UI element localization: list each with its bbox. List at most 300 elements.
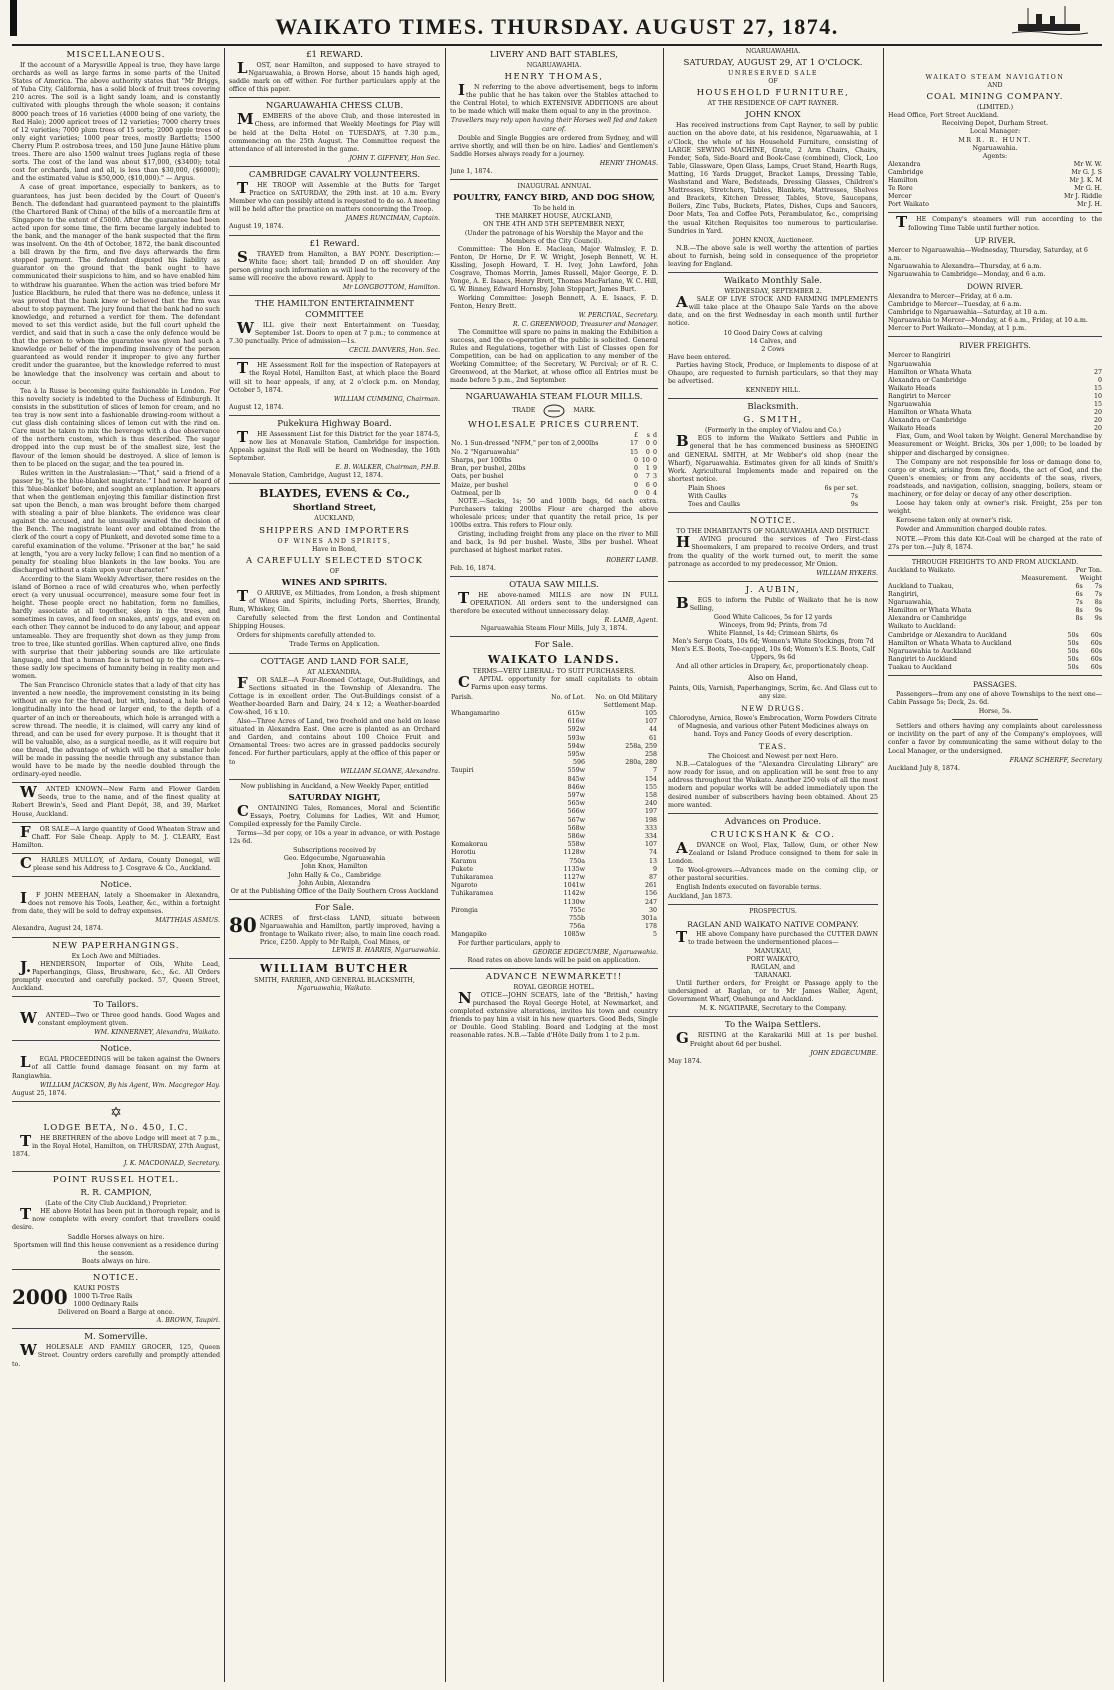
freight-rates (1076, 607, 1103, 615)
poultry-line: THE MARKET HOUSE, AUCKLAND, (495, 213, 613, 221)
waipa-heading: To the Waipa Settlers. (724, 1020, 822, 1031)
poultry-line: To be held in (533, 205, 575, 213)
price-l: 0 (633, 481, 638, 489)
col-shillings: s (646, 432, 650, 440)
divider (12, 822, 220, 823)
reward2-heading: £1 Reward. (309, 238, 360, 249)
passages-body: Settlers and others having any complaints about carelessness or incivility on the part of any of the Company's employees, will confer a favor by communicating the same without delay to the Local Manager, or the undersigned. (888, 723, 1102, 755)
table-row (450, 841, 658, 849)
lands-parish: Ngaroto (451, 882, 478, 890)
rate-measure: 6s (1075, 591, 1083, 599)
blacksmith-sub: (Formerly in the employ of Vialou and Co.) (704, 427, 842, 435)
freight-route: Hamilton or Whata Whata (888, 607, 972, 615)
sawmill-heading: OTAUA SAW MILLS. (509, 579, 599, 590)
table-row (450, 890, 658, 898)
blaydes-body: Orders for shipments carefully attended to. (237, 632, 376, 640)
rate-measure: 50s (1067, 631, 1079, 639)
waipa-signature: JOHN EDGECUMBE. (810, 1049, 878, 1057)
price-s: 0 (645, 448, 650, 456)
lands-lot: 1127w (563, 873, 585, 881)
russel-line: Saddle Horses always on hire. (67, 1233, 165, 1241)
agent-name: Mr G. H. (1074, 185, 1102, 193)
table-row (450, 858, 658, 866)
monthly-sale-heading: Waikato Monthly Sale. (723, 276, 823, 287)
company-and: AND (987, 82, 1003, 90)
lands-lot: 1135w (563, 865, 585, 873)
divider (12, 996, 220, 997)
notice-signature: MATTHIAS ASMUS. (155, 917, 220, 925)
auction-of: OF (768, 78, 778, 86)
notice2-signature: WILLIAM JACKSON, By his Agent, Wm. Macgregor Hay. (39, 1081, 220, 1089)
russel-name: R. R. CAMPION, (80, 1188, 152, 1199)
list-item: Alexandra to Mercer—Friday, at 6 a.m. (888, 292, 1013, 300)
lands-parish: Horotiu (451, 849, 476, 857)
price-d: 3 (652, 473, 657, 481)
divider (668, 398, 878, 399)
down-river-heading: DOWN RIVER. (966, 281, 1024, 291)
company-depot: Receiving Depot, Durham Street. (941, 120, 1049, 128)
lands-parish (450, 923, 530, 931)
list-item (888, 648, 1102, 656)
poultry-body: Working Committee: Joseph Bennett, A. E. Isaacs, F. D. Fenton, Henry Brett. (450, 295, 658, 311)
rate-weight: 7s (1094, 582, 1102, 590)
freight-rates (1076, 583, 1103, 591)
tailors-body: WANTED—Two or Three good hands. Good Wages and constant employment given. (20, 1009, 220, 1028)
price-d: 0 (652, 456, 657, 464)
freight-route: Rangiriri to Auckland (888, 655, 957, 663)
lodge-signature: J. K. MACDONALD, Secretary. (123, 1160, 220, 1168)
price-d: 9 (652, 465, 657, 473)
forsale-number: 80 (229, 912, 257, 937)
freights-body: Kerosene taken only at owner's risk. (896, 517, 1013, 525)
lands-map: 9 (652, 865, 657, 873)
table-row (450, 849, 658, 857)
knox-body: Has received instructions from Capt Rayner, to sell by public auction on the above date, at his residence, Ngaruawahia, at 1 o'Clock, the whole of his Household Furniture, consisting of LARGE SEWING MACHINE, Grate, 2 Arm Chairs, Chairs, Fender, Sofa, Side-Board and Book-Case (combined), Clock, Loo Table, Glassware, Open Glass, Lamps, Cruet Stand, Hearth Rugs, Matting, 16 Yards Drugget, Bracket Lamps, Dressing Table, Washstand and Ware, Bedsteads, Dressing Glasses, Children's Mattresses, Stretchers, Tables, Blankets, Mattresses, Shelves and Brackets, Kitchen Dresser, Tables, Stove, Saucepans, Boilers, Zinc Tubs, Buckets, Plates, Dishes, Cups and Saucers, Door Mats, Tea and Coffee Pots, Perambulator, &c., comprising the usual Kitchen Requisites too numerous to particularise. Sundries in Yard. (668, 122, 878, 235)
price-l: 0 (633, 456, 638, 464)
divider (888, 336, 1102, 337)
prospectus-sub: RAGLAN AND WAIKATO NATIVE COMPANY. (687, 919, 859, 929)
divider (12, 1171, 220, 1172)
mill-signature: ROBERT LAMB. (606, 556, 658, 564)
lands-lot: 593w (567, 734, 585, 742)
blaydes-line: WINES AND SPIRITS. (281, 577, 388, 588)
prospectus-body: THE above Company have purchased the CUTTER DAWN to trade between the undermentioned places— (676, 927, 878, 946)
column-3 (450, 48, 658, 1684)
freight-rates (1076, 599, 1103, 607)
auction-residence: AT THE RESIDENCE OF CAPT RAYNER. (707, 100, 839, 108)
kauri-number: 2000 (12, 1285, 68, 1310)
freight-rate: 10 (1093, 392, 1102, 400)
rate-measure: 8s (1075, 615, 1083, 623)
tailors-signature: WM. KINNERNEY, Alexandra, Waikato. (94, 1029, 220, 1037)
saturday-agent: Geo. Edgecumbe, Ngaruawahia (283, 855, 386, 863)
lands-lot: 596 (572, 759, 585, 767)
kauri-block (12, 1285, 220, 1309)
column-1 (12, 48, 220, 1684)
table-row (450, 931, 658, 939)
russel-heading: POINT RUSSEL HOTEL. (52, 1175, 180, 1186)
through-heading: THROUGH FREIGHTS TO AND FROM AUCKLAND. (911, 558, 1079, 566)
prospectus-place: TARANAKI. (754, 971, 792, 979)
article-needle: The San Francisco Chronicle states that a lady of that city has invented a new needle, the improvement consisting in its being without an eye for the thread, but with, instead, a hole bored longitudinally into the head or larger end, to the depth of a quarter of an inch or thereabouts, which hole is arranged with a screw thread. The needle, it is claimed, will carry any kind of thread, and can be used for every purpose. It is thought that it will be valuable, also, as a surgical needle, as it will require but one thread, the advantage of which will be that a smaller hole will be made in passing the needle through any substance than would have to be made by the needle doubled through the ordinary-eyed needle. (12, 682, 220, 779)
divider (12, 937, 220, 938)
freight-rate: 20 (1093, 409, 1102, 417)
list-item: Mercer to Port Waikato—Monday, at 1 p.m. (888, 325, 1027, 333)
lands-map: 155 (644, 783, 657, 791)
rate-measure: 50s (1067, 639, 1079, 647)
lands-parish (450, 800, 530, 808)
lands-map: 105 (644, 709, 657, 717)
through-list-2 (888, 632, 1102, 672)
lands-parish (450, 825, 530, 833)
prospectus-place: RAGLAN, and (751, 963, 795, 971)
price-l: 15 (629, 448, 638, 456)
freight-route: Alexandra or Cambridge (888, 615, 967, 623)
kauri-heading: NOTICE. (92, 1272, 140, 1283)
blaydes-terms: Trade Terms on Application. (289, 641, 380, 649)
lands-lot: 568w (567, 824, 585, 832)
reward-heading: £1 REWARD. (306, 50, 363, 60)
rate-body: THE Assessment Roll for the inspection of Ratepayers at the Royal Hotel, Hamilton East, at which place the Board will sit to hear appeals, if any, at 2 o'clock p.m. on Monday, October 5, 1874. (229, 359, 440, 394)
blaydes-line: Have in Bond, (311, 545, 358, 553)
blaydes-body: Carefully selected from the first London and Continental Shipping Houses. (229, 615, 440, 631)
price-item: Bran, per bushel, 20lbs (451, 465, 526, 473)
divider (229, 358, 440, 359)
chess-heading: NGARUAWAHIA CHESS CLUB. (265, 101, 404, 112)
lands-map: 154 (644, 775, 657, 783)
table-row (450, 767, 658, 775)
lands-lot: 845w (567, 775, 585, 783)
aubin-item: Good White Calicoes, 5s for 12 yards (713, 613, 833, 621)
lands-map: 261 (644, 882, 657, 890)
freight-route: Hamilton or Whata Whata (888, 409, 972, 417)
list-item (888, 169, 1102, 177)
list-item: Mercer to Ngaruawahia—Wednesday, Thursday, Saturday, at 6 a.m. (888, 246, 1088, 262)
prospectus-place: PORT WAIKATO, (746, 955, 800, 963)
list-item (888, 393, 1102, 401)
lands-parish (450, 726, 530, 734)
table-row (450, 482, 658, 490)
agent-town: Cambridge (888, 168, 924, 176)
list-item (888, 664, 1102, 672)
divider (229, 295, 440, 296)
freight-route: Hamilton or Whata Whata (888, 368, 972, 376)
advances-body: ADVANCE on Wool, Flax, Tallow, Gum, or other New Zealand or Island Produce consigned to them for sale in London. (668, 838, 878, 865)
entertainment-body: WILL give their next Entertainment on Tuesday, September 1st. Doors to open at 7 p.m.; to commence at 7.30 punctually. Price of admission—1s. (229, 318, 440, 346)
company-office: Head Office, Fort Street Auckland. (888, 112, 999, 120)
drugs-body: Chlorodyne, Arnica, Rowe's Embrocation, Worm Powders Citrate of Magnesia, and various other Patent Medicines always on hand. Toys and Fancy Goods of every description. (669, 714, 877, 738)
lands-parish: Pirongia (451, 906, 478, 914)
prices-heading: WHOLESALE PRICES CURRENT. (467, 420, 641, 431)
divider (450, 968, 658, 969)
saturday-agent: John Aubin, Alexandra (298, 879, 371, 887)
freight-route: Tuakau to Auckland (888, 663, 952, 671)
table-row (450, 710, 658, 718)
lands-table (450, 694, 658, 940)
table-row (450, 808, 658, 816)
lands-parish (450, 817, 530, 825)
lands-parish: Karamu (451, 857, 477, 865)
freight-route: Ngaruawahia (888, 360, 932, 368)
cottage-body: Also—Three Acres of Land, two freehold and one held on lease situated in Alexandra East. One acre is planted as an Orchard and Garden, and contains about 100 Choice Fruit and Ornamental Trees: two acres are in grassed paddocks securely fenced. For further particulars, apply at the office of this paper or to (229, 718, 440, 766)
table-row (450, 449, 658, 457)
table-row (450, 735, 658, 743)
list-item: Cambridge to Ngaruawahia—Saturday, at 10 a.m. (888, 309, 1048, 317)
teas-heading: TEAS. (758, 742, 788, 752)
rate-measure: 50s (1067, 655, 1079, 663)
monthly-sale-item: 2 Cows (761, 345, 785, 353)
sawmill-signature: R. LAMB, Agent. (604, 617, 658, 625)
freight-route: Alexandra or Cambridge (888, 376, 967, 384)
livery-body: Double and Single Buggies are ordered from Sydney, and will arrive shortly, and will then be on hire. Ladies' and Gentlemen's Saddle Horses always ready for a journey. (450, 134, 658, 158)
saturday-agent: John Knox, Hamilton (301, 863, 368, 871)
list-item (888, 177, 1102, 185)
rate-weight: 8s (1094, 599, 1102, 607)
lands-roadrates: Road rates on above lands will be paid on application. (467, 956, 641, 964)
poultry-body: Committee: The Hon E. Maclean, Major Walmsley, F. D. Fenton, Dr Horne, Dr F. W. Wright, Joseph Bennett, W. H. Kissling, Joseph Howard, T. H. Ivey, John Lawford, John Cosgrave, Thomas Morrin, James Russell, Major George, F. D. Yonge, A. E. Isaacs, Henry Brett, Thomas MacFarlane, W. C. Hill, G. W. Binney, Edward Hornsby, John Stoppart, James Burt. (450, 245, 658, 294)
blaydes-body: TO ARRIVE, ex Miltiades, from London, a fresh shipment of Wines and Spirits, including Ports, Sherries, Brandy, Rum, Whiskey, Gin. (229, 586, 440, 614)
monthly-sale-item: 14 Calves, and (749, 337, 797, 345)
price-l: 0 (633, 473, 638, 481)
lands-parish (450, 808, 530, 816)
freight-rates (1068, 632, 1103, 640)
divider (668, 581, 878, 582)
lands-lot: 616w (567, 718, 585, 726)
masonic-icon: ✡ (110, 1104, 122, 1121)
column-rule (663, 48, 664, 1682)
list-item (888, 377, 1102, 385)
rate-weight: 9s (1094, 615, 1102, 623)
cottage-signature: WILLIAM SLOANE, Alexandra. (340, 767, 440, 775)
table-row (450, 440, 658, 448)
agent-name: Mr G. J. S (1071, 168, 1102, 176)
cottage-body: FOR SALE—A Four-Roomed Cottage, Out-Buildings, and Sections situated in the Township of Alexandra. The Cottage is in excellent order. The Out-Buildings consist of a Weather-boarded Barn and Dairy, 24 x 12; a Weather-boarded Cow-shed, 16 x 10. (229, 673, 440, 716)
divider (668, 1016, 878, 1017)
entertainment-signature: CECIL DANVERS, Hon. Sec. (349, 347, 440, 355)
butcher-sub: SMITH, FARRIER, AND GENERAL BLACKSMITH, (254, 977, 415, 985)
divider (668, 512, 878, 513)
sawmill-body: THE above-named MILLS are now IN FULL OPERATION. All orders sent to the undersigned can therefore be executed without unnecessary delay. (450, 588, 658, 615)
lands-lot: 615w (567, 709, 585, 717)
passages-body: Passengers—from any one of above Townships to the next one—Cabin Passage 5s; Deck, 2s. 6d. (888, 691, 1102, 707)
saturday-intro: Now publishing in Auckland, a New Weekly Paper, entitled (240, 782, 429, 790)
list-item (888, 401, 1102, 409)
divider (668, 813, 878, 814)
notice2-date: August 25, 1874. (12, 1089, 67, 1097)
poultry-signature: R. C. GREENWOOD, Treasurer and Manager. (512, 320, 658, 328)
freight-rate: 15 (1093, 384, 1102, 392)
divider (229, 483, 440, 484)
price-s: 0 (645, 440, 650, 448)
russel-line: Sportsmen will find this house convenient as a residence during the season. (13, 1241, 219, 1257)
aubin-item: Winceys, from 9d; Prints, from 7d (719, 622, 827, 630)
freights-body: Flax, Gum, and Wool taken by Weight. General Merchandise by Measurement or Weight. Bricks, 30s per 1,000; to be loaded by shipper and discharged by consignee. (888, 433, 1102, 457)
blacksmith-heading: Blacksmith. (747, 402, 799, 413)
lands-map: 74 (648, 849, 657, 857)
prospectus-place: MANUKAU, (754, 947, 792, 955)
kauri-body: Delivered on Board a Barge at once. (57, 1309, 175, 1317)
lodge-body: THE BRETHREN of the above Lodge will meet at 7 p.m., in the Royal Hotel, Hamilton, on THURSDAY, 27th August, 1874. (12, 1131, 220, 1158)
blaydes-line: OF (329, 567, 340, 575)
lands-map: 258 (644, 750, 657, 758)
freight-rates (1076, 591, 1103, 599)
lands-map: 7 (652, 767, 657, 775)
rate-date: August 12, 1874. (229, 403, 284, 411)
article-borneo: According to the Siam Weekly Advertiser, there resides on the island of Borneo a race of wild creatures who, when perfectly erect (a very unusual occurrence), measure some four feet in height. These people erect no habitation, form no families, hardly associate at all together, sleep in the trees, and sometimes in caves, and feed on snakes, ants' eggs, and even on each other. They cannot be induced to do any labour, and appear untameable. They are frequently shot down as they jump from tree to tree, like stunted gorillas. When captured alive, one finds with surprise that their jabbering sounds are like articulate language, and that a human face is turned up to the captors—these sadly low specimens of humanity being in reality men and women. (12, 575, 220, 681)
prospectus-heading: PROSPECTUS. (749, 908, 797, 916)
blaydes-line: A CAREFULLY SELECTED STOCK (246, 555, 423, 566)
through-list (888, 583, 1102, 623)
aubin-heading: J. AUBIN, (745, 584, 801, 595)
column-2 (229, 48, 440, 1684)
freight-route: Ngaruawahia, (888, 599, 934, 607)
notice-date: Alexandra, August 24, 1874. (12, 925, 103, 933)
saturday-terms: Terms—3d per copy, or 10s a year in advance, or with Postage 12s 6d. (229, 830, 440, 846)
notice-sub: TO THE INHABITANTS OF NGARUAWAHIA AND DISTRICT. (676, 528, 870, 536)
ad-straw: FOR SALE—A large quantity of Good Wheaten Straw and Chaff. For Sale Cheap. Apply to M. J. CLEARY, East Hamilton. (12, 822, 220, 849)
passages-signature: FRANZ SCHERFF, Secretary (1009, 756, 1102, 764)
article-guarantee: A case of great importance, especially to bankers, as to guarantees, has just been decided by the Court of Queen's Bench. The defendant had guaranteed payment to the plaintiffs (the Chartered Bank of China) of the bills of a mercantile firm at Singapore to the extent of £5000. After the guarantee had been acted upon for some time, the firm became largely indebted to the bank, and the manager of the bank suspected that the firm was insolvent. On the 4th of October, 1872, the bank discounted a bill drawn by the firm, and five days afterwards the firm stopped payment. The defendant disputed his liability as guarantor on the ground that the bank ought to have communicated their suspicions to him, and so have enabled him to withdraw his guarantee. When the action was tried before Mr Justice Blackburn, he ruled that there was no defence, unless it was proved that the bank knew or believed that the firm was about to stop payment. The jury found that the bank had no such knowledge, and returned a verdict for them. The defendant moved to set this verdict aside, but the full court upheld the verdict, and said that in such a case the only defence would be that the person to whom the guarantee was given had such a knowledge or belief of the impending insolvency of the person guaranteed as would render it improper to give any further credit under the guarantee, but the knowledge referred to must be knowledge that the insolvency was certain and about to occur. (12, 184, 220, 386)
russel-sub: (Late of the City Club Auckland,) Proprietor. (45, 1200, 187, 1208)
lands-lot: 565w (567, 800, 585, 808)
lands-lot: 592w (567, 726, 585, 734)
mill-date: Feb. 16, 1874. (450, 564, 496, 572)
cavalry-heading: CAMBRIDGE CAVALRY VOLUNTEERS. (248, 169, 421, 180)
lands-parish (450, 751, 530, 759)
list-item: Ngaruawahia to Alexandra—Thursday, at 6 a.m. (888, 262, 1042, 270)
ad-mulloy: CHARLES MULLOY, of Ardara, County Donegal, will please send his Address to J. Cosgrave & Co., Auckland. (20, 853, 220, 872)
list-item: Toes and Caulks 9s (688, 501, 858, 509)
lands-lot: 558w (567, 841, 585, 849)
notice-heading: NOTICE. (749, 516, 797, 527)
rate-weight: 7s (1094, 591, 1102, 599)
freights-note: NOTE.—From this date Kit-Coal will be charged at the rate of 27s per ton.—July 8, 1874. (888, 535, 1102, 551)
aubin-item: Men's Serge Coats, 10s 6d; Women's White Stockings, from 7d (672, 638, 874, 646)
russel-line: Boats always on hire. (81, 1257, 151, 1265)
livery-body: IN referring to the above advertisement, begs to inform the public that he has taken over the Stables attached to the Central Hotel, to which EXTENSIVE ADDITIONS are about to be made which will make them equal to any in the province. (450, 81, 658, 116)
freight-route: Auckland to Tuakau, (888, 582, 954, 590)
lands-map: 301a (641, 914, 657, 922)
table-row (450, 907, 658, 915)
rate-weight: 60s (1090, 631, 1102, 639)
divider (12, 853, 220, 854)
advances-body: English Indents executed on favorable terms. (676, 884, 822, 892)
lands-lot: 755c (569, 906, 585, 914)
knox-signature: JOHN KNOX, Auctioneer. (732, 236, 814, 244)
cottage-heading: COTTAGE AND LAND FOR SALE, (260, 656, 409, 667)
lands-map: 61 (648, 734, 657, 742)
table-row (450, 473, 658, 481)
article-tea: Tea à la Russe is becoming quite fashionable in London. For this novelty society is indebted to the Duchess of Edinburgh. It consists in the substitution of slices of lemon for cream, and no tea tray is now sent into a fashionable drawing-room without a cut glass dish containing slices of lemon cut with the rind on. Care must be taken to mix the beverage with a due observance of the northern custom, which is thus described. The sugar dropped into the cup must be of the smallest size, lest the flavour of the lemon should be destroyed. A slice of lemon is then to be placed on the sugar, and the tea poured in. (12, 387, 220, 468)
newmarket-body: NOTICE—JOHN SCEATS, late of the "British," having purchased the Royal George Hotel, at Newmarket, and completed extensive alterations, invites his town and country friends to pay him a visit in his new quarters. Good Beds, Single or Double. Good Stabling. Board and Lodging at the most reasonable rates. N.B.—Table d'Hôte Daily from 1 to 2 p.m. (450, 988, 658, 1040)
tailors-heading: To Tailors. (93, 1000, 139, 1011)
divider (12, 1101, 220, 1102)
lands-map: 107 (644, 718, 657, 726)
chess-signature: JOHN T. GIFFNEY, Hon Sec. (349, 154, 440, 162)
lands-lot: 846w (567, 783, 585, 791)
lands-signature: GEORGE EDGECUMBE, Ngaruawahia. (532, 948, 658, 956)
price-d: 0 (652, 481, 657, 489)
divider (12, 782, 220, 783)
freights-body: Powder and Ammunition charged double rates. (896, 526, 1047, 534)
freights-body: Loose hay taken only at owner's risk. Freight, 25s per ton weight. (888, 500, 1102, 516)
notice2-heading: Notice. (100, 1044, 132, 1055)
kauri-line: KAUKI POSTS (73, 1284, 120, 1292)
list-item (888, 656, 1102, 664)
freight-rate: 15 (1093, 401, 1102, 408)
table-row (450, 817, 658, 825)
divider (229, 899, 440, 900)
rate-measure: 7s (1075, 599, 1083, 607)
drugs-heading: NEW DRUGS. (741, 703, 805, 713)
masthead-rule (12, 44, 1102, 46)
saturday-body: CONTAINING Tales, Romances, Moral and Scientific Essays, Poetry, Columns for Ladies, Wit and Humor, Compiled expressly for the Family Circle. (229, 801, 440, 828)
pukekura-heading: Pukekura Highway Board. (277, 418, 392, 429)
price-s: 7 (645, 473, 650, 481)
pukekura-date: Monavale Station, Cambridge, August 12, 1874. (229, 472, 383, 480)
table-row (450, 833, 658, 841)
agent-town: Port Waikato (888, 201, 929, 209)
saturday-agent: John Hally & Co., Cambridge (288, 871, 381, 879)
list-item: Plain Shoes 6s per set. (688, 484, 858, 492)
lands-map: 198 (644, 816, 657, 824)
agents-list (888, 161, 1102, 210)
freight-rates (1068, 656, 1103, 664)
list-item (888, 632, 1102, 640)
column-5 (888, 48, 1102, 1684)
freight-rate: 20 (1093, 417, 1102, 425)
lands-map: 156 (644, 890, 657, 898)
table-row (450, 457, 658, 465)
price-item: No. 1 Sun-dressed "NFM," per ton of 2,000lbs (451, 440, 599, 448)
table-row (450, 718, 658, 726)
list-item (888, 193, 1102, 201)
divider (12, 1328, 220, 1329)
lands-parish (450, 735, 530, 743)
up-river-heading: UP RIVER. (974, 235, 1016, 245)
price-s: 1 (645, 465, 650, 473)
agent-town: Alexandra (888, 160, 921, 168)
chess-body: MEMBERS of the above Club, and those interested in Chess, are informed that Weekly Meetings for Play will be held at the Delta Hotel on TUESDAYS, at 7.30 p.m., commencing on the 25th August. The Committee request the attendance of all interested in the game. (229, 110, 440, 153)
freight-rates (1068, 640, 1103, 648)
lands-parish: Tuhikaramea (451, 873, 494, 881)
freight-rates (1068, 664, 1103, 672)
rate-weight: 60s (1090, 663, 1102, 671)
agent-name: Mr J. Riddle (1063, 193, 1102, 201)
table-row (450, 915, 658, 923)
lands-col-lot: No. of Lot. (551, 693, 585, 701)
agent-town: Mercer (888, 193, 912, 201)
prospectus-body: Until further orders, for Freight or Passage apply to the undersigned at Raglan, or to Mr James Waller, Agent, Government Wharf, Onehunga and Auckland. (668, 980, 878, 1004)
lands-map: 30 (648, 906, 657, 914)
divider (668, 904, 878, 905)
livery-italic: Travellers may rely upon having their Horses well fed and taken care of. (450, 117, 658, 133)
divider (888, 555, 1102, 556)
list-item (888, 352, 1102, 360)
rate-weight: 9s (1094, 607, 1102, 615)
lands-col-parish: Parish. (451, 693, 474, 701)
company-manager: MR R. R. HUNT. (958, 136, 1032, 144)
column-4 (668, 48, 878, 1684)
divider (450, 576, 658, 577)
auction-unreserved: UNRESERVED SALE (728, 70, 818, 78)
reward2-body: STRAYED from Hamilton, a BAY PONY. Description:—White face; short tail; branded D on off shoulder. Any person giving such information as will lead to the recovery of the same will receive the above reward. Apply to (229, 247, 440, 282)
rate-measure: 50s (1067, 663, 1079, 671)
aubin-body: BEGS to inform the Public of Waikato that he is now Selling, (676, 593, 878, 612)
aubin-body: Paints, Oils, Varnish, Paperhangings, Scrim, &c. And Glass cut to any size. (668, 684, 878, 700)
aubin-item: Men's E.S. Boots, Toe-capped, 10s 6d; Women's E.S. Boots, Calf Uppers, 9s 6d (671, 646, 875, 662)
livery-location: NGARUAWAHIA. (526, 62, 582, 69)
